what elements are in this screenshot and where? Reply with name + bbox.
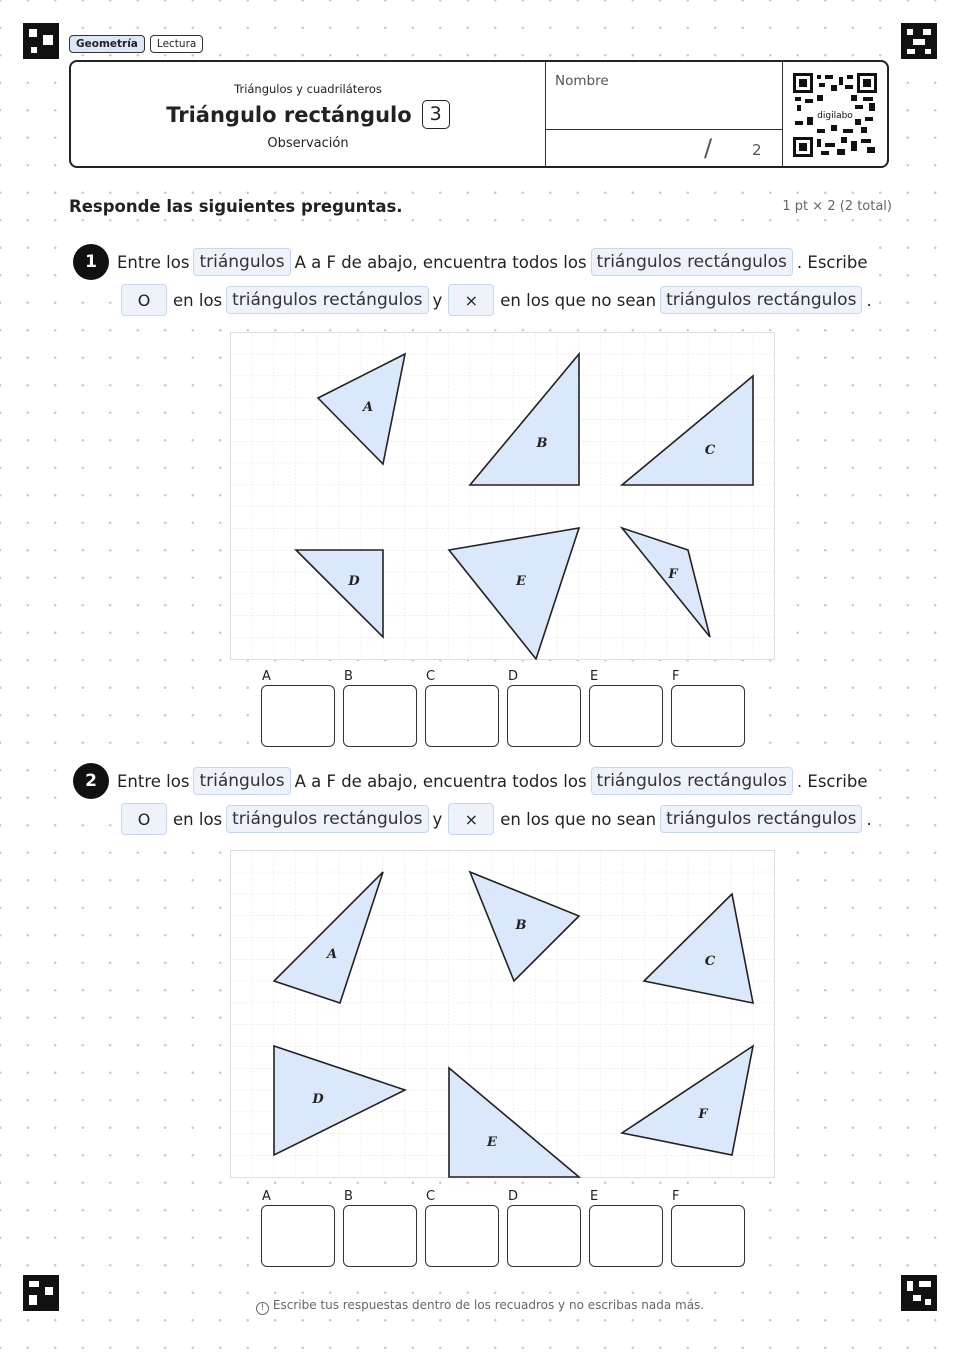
answer-box-b[interactable] xyxy=(343,1205,417,1267)
cross-symbol: × xyxy=(448,803,494,835)
circle-symbol: O xyxy=(121,803,167,835)
question-1-answers xyxy=(261,668,745,747)
answer-box-e[interactable] xyxy=(589,685,663,747)
answer-box-e[interactable] xyxy=(589,1205,663,1267)
answer-box-a[interactable] xyxy=(261,1205,335,1267)
category-label: Observación xyxy=(267,136,349,151)
question-2-line-2 xyxy=(115,803,872,835)
name-score-area xyxy=(545,62,783,166)
answer-label: D xyxy=(508,1189,519,1204)
answer-label: F xyxy=(672,1189,680,1204)
answer-box-f[interactable] xyxy=(671,685,745,747)
keyword-chip: triángulos rectángulos xyxy=(226,286,428,314)
triangle-label-e: E xyxy=(487,1135,497,1150)
keyword-chip: triángulos rectángulos xyxy=(226,805,428,833)
answer-label: E xyxy=(590,669,599,684)
question-2-figure xyxy=(230,850,775,1178)
answer-box-c[interactable] xyxy=(425,1205,499,1267)
answer-box-d[interactable] xyxy=(507,1205,581,1267)
footer-note xyxy=(0,1298,960,1315)
points-info: 1 pt × 2 (2 total) xyxy=(782,199,892,214)
qr-code-icon xyxy=(793,73,877,157)
question-text: en los xyxy=(173,290,223,310)
answer-label: B xyxy=(344,1189,353,1204)
triangle-label-a: A xyxy=(326,947,338,962)
question-1-line-1 xyxy=(73,244,867,280)
triangle-label-a: A xyxy=(362,400,374,415)
keyword-chip: triángulos rectángulos xyxy=(660,805,862,833)
subject-tags xyxy=(69,35,203,53)
keyword-chip: triángulos rectángulos xyxy=(660,286,862,314)
cross-symbol: × xyxy=(448,284,494,316)
score-total: 2 xyxy=(752,141,762,159)
info-icon: ! xyxy=(256,1302,269,1315)
question-text: A a F de abajo, encuentra todos los xyxy=(294,771,587,791)
keyword-chip: triángulos xyxy=(193,248,290,276)
answer-label: B xyxy=(344,669,353,684)
answer-label: A xyxy=(262,669,271,684)
worksheet-number: 3 xyxy=(422,100,450,129)
score-slash: / xyxy=(704,134,713,162)
answer-label: C xyxy=(426,669,436,684)
triangle-label-d: D xyxy=(348,574,360,589)
corner-marker-top-right xyxy=(901,23,937,59)
page-title: Triángulo rectángulo xyxy=(166,102,412,127)
worksheet-header xyxy=(69,60,889,168)
question-text: y xyxy=(432,809,443,829)
question-2-line-1 xyxy=(73,763,867,799)
question-number: 1 xyxy=(73,244,109,280)
footer-text: Escribe tus respuestas dentro de los recuadros y no escribas nada más. xyxy=(272,1298,705,1312)
keyword-chip: triángulos xyxy=(193,767,290,795)
question-text: . Escribe xyxy=(796,771,868,791)
question-text: . Escribe xyxy=(796,252,868,272)
question-text: en los xyxy=(173,809,223,829)
question-text: Entre los xyxy=(117,252,190,272)
keyword-chip: triángulos rectángulos xyxy=(591,248,793,276)
triangle-label-e: E xyxy=(516,574,526,589)
triangle-label-f: F xyxy=(698,1107,708,1122)
answer-box-c[interactable] xyxy=(425,685,499,747)
triangle-label-b: B xyxy=(536,436,548,451)
triangle-label-c: C xyxy=(704,443,716,458)
triangle-label-f: F xyxy=(668,567,678,582)
answer-label: C xyxy=(426,1189,436,1204)
answer-label: D xyxy=(508,669,519,684)
answer-box-b[interactable] xyxy=(343,685,417,747)
question-2-answers xyxy=(261,1188,745,1267)
unit-subtitle: Triángulos y cuadriláteros xyxy=(234,82,382,96)
question-text: y xyxy=(432,290,443,310)
question-number: 2 xyxy=(73,763,109,799)
question-text: . xyxy=(866,809,872,829)
corner-marker-top-left xyxy=(23,23,59,59)
answer-box-f[interactable] xyxy=(671,1205,745,1267)
question-text: Entre los xyxy=(117,771,190,791)
question-text: en los que no sean xyxy=(500,809,657,829)
circle-symbol: O xyxy=(121,284,167,316)
triangle-label-d: D xyxy=(312,1092,324,1107)
tag-reading[interactable]: Lectura xyxy=(150,35,203,53)
answer-box-d[interactable] xyxy=(507,685,581,747)
question-1-line-2 xyxy=(115,284,872,316)
answer-label: E xyxy=(590,1189,599,1204)
question-text: en los que no sean xyxy=(500,290,657,310)
triangle-label-b: B xyxy=(515,918,527,933)
tag-geometry[interactable]: Geometría xyxy=(69,35,145,53)
instructions: Responde las siguientes preguntas. xyxy=(69,197,403,216)
header-title-area xyxy=(71,62,545,166)
answer-box-a[interactable] xyxy=(261,685,335,747)
keyword-chip: triángulos rectángulos xyxy=(591,767,793,795)
question-text: . xyxy=(866,290,872,310)
question-text: A a F de abajo, encuentra todos los xyxy=(294,252,587,272)
answer-label: A xyxy=(262,1189,271,1204)
question-1-figure xyxy=(230,332,775,660)
name-label: Nombre xyxy=(555,73,609,89)
triangle-label-c: C xyxy=(704,954,716,969)
qr-brand-text: digilabo xyxy=(817,111,853,121)
name-divider xyxy=(546,129,782,130)
answer-label: F xyxy=(672,669,680,684)
